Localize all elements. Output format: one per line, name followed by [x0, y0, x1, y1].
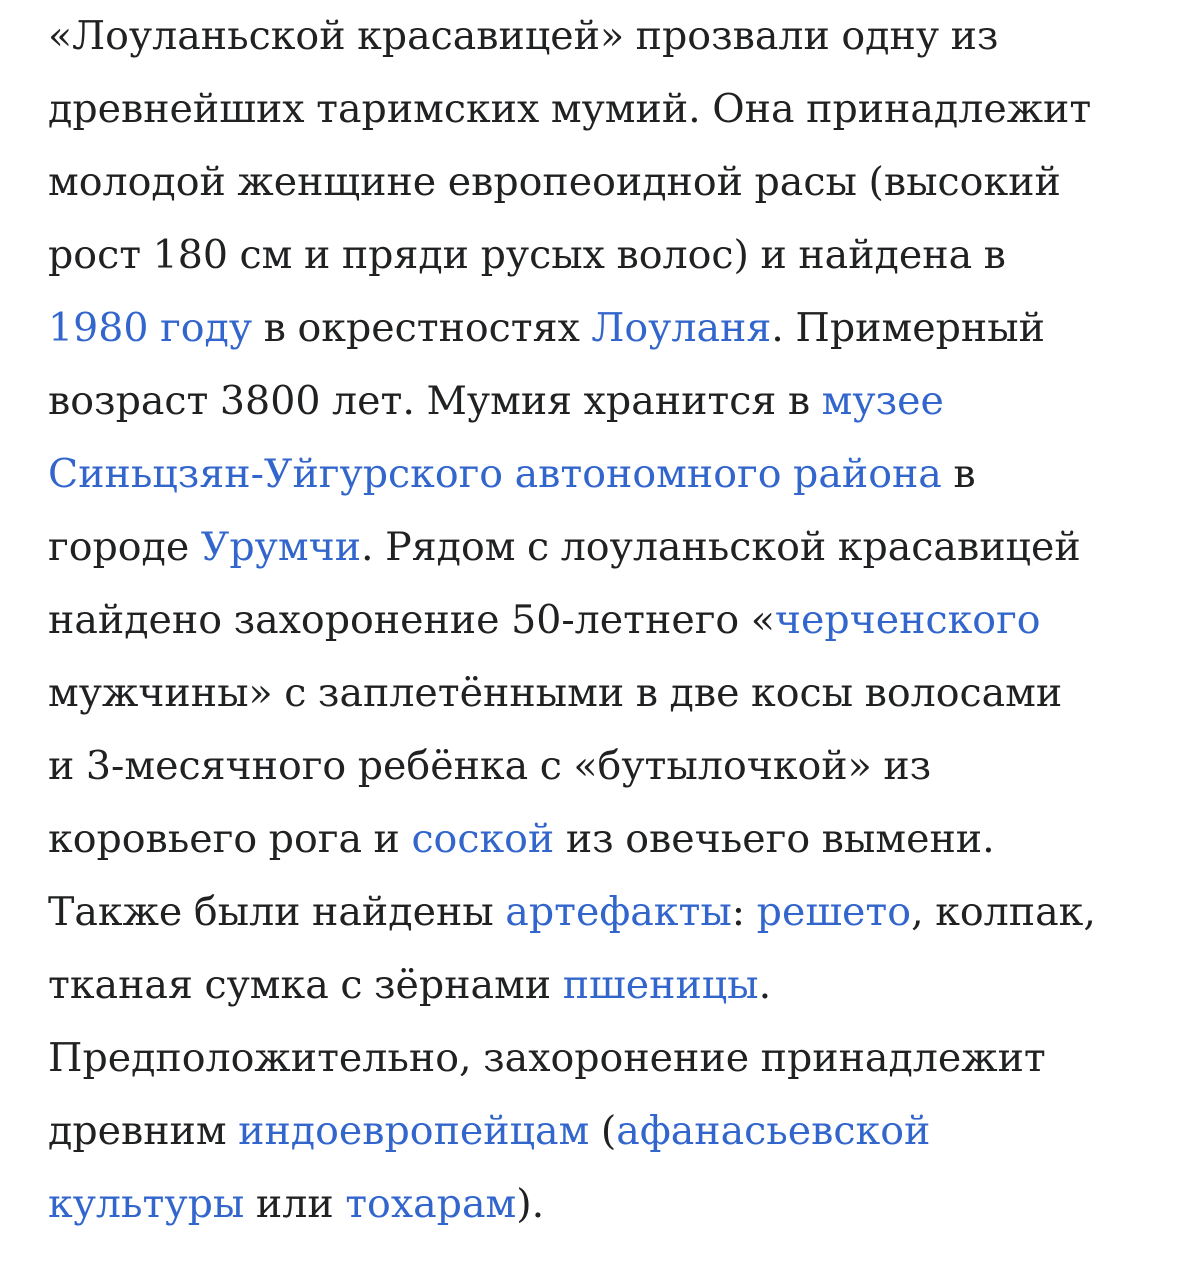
- paragraph-line: [48, 146, 1158, 219]
- article-paragraph: [48, 0, 1158, 1241]
- paragraph-line: [48, 292, 1158, 365]
- paragraph-line: [48, 584, 1158, 657]
- text-segment: Также были найдены: [48, 889, 506, 935]
- text-segment: или: [244, 1181, 346, 1227]
- text-segment: молодой женщине европеоидной расы (высокий: [48, 159, 1061, 205]
- text-segment: . Рядом с лоуланьской красавицей: [361, 524, 1081, 570]
- text-segment: , колпак,: [911, 889, 1096, 935]
- article-link[interactable]: Синьцзян-Уйгурского автономного района: [48, 451, 942, 497]
- paragraph-line: [48, 730, 1158, 803]
- paragraph-line: [48, 0, 1158, 73]
- article-link[interactable]: пшеницы: [562, 962, 759, 1008]
- text-segment: рост 180 см и пряди русых волос) и найдена в: [48, 232, 1006, 278]
- paragraph-line: [48, 657, 1158, 730]
- text-segment: . Примерный: [771, 305, 1045, 351]
- text-segment: «Лоуланьской красавицей» прозвали одну из: [48, 13, 999, 59]
- article-link[interactable]: 1980 году: [48, 305, 253, 351]
- paragraph-line: [48, 803, 1158, 876]
- text-segment: коровьего рога и: [48, 816, 412, 862]
- paragraph-line: [48, 438, 1158, 511]
- text-segment: :: [731, 889, 757, 935]
- paragraph-line: [48, 73, 1158, 146]
- text-segment: Предположительно, захоронение принадлежит: [48, 1035, 1046, 1081]
- text-segment: возраст 3800 лет. Мумия хранится в: [48, 378, 822, 424]
- article-link[interactable]: решето: [756, 889, 912, 935]
- text-segment: мужчины» с заплетёнными в две косы волосами: [48, 670, 1063, 716]
- article-link[interactable]: афанасьевской: [616, 1108, 931, 1154]
- text-segment: городе: [48, 524, 201, 570]
- text-segment: ).: [516, 1181, 545, 1227]
- paragraph-line: [48, 511, 1158, 584]
- article-link[interactable]: индоевропейцам: [238, 1108, 590, 1154]
- article-link[interactable]: артефакты: [505, 889, 732, 935]
- article-link[interactable]: черченского: [774, 597, 1041, 643]
- article-link[interactable]: тохарам: [345, 1181, 517, 1227]
- article-link[interactable]: музее: [821, 378, 944, 424]
- paragraph-line: [48, 949, 1158, 1022]
- text-segment: в: [941, 451, 976, 497]
- article-link[interactable]: Урумчи: [200, 524, 362, 570]
- text-segment: (: [589, 1108, 617, 1154]
- paragraph-line: [48, 1095, 1158, 1168]
- text-segment: найдено захоронение 50-летнего «: [48, 597, 775, 643]
- text-segment: из овечьего вымени.: [554, 816, 995, 862]
- paragraph-line: [48, 1022, 1158, 1095]
- text-segment: древним: [48, 1108, 239, 1154]
- text-segment: древнейших таримских мумий. Она принадлежит: [48, 86, 1092, 132]
- text-segment: .: [758, 962, 772, 1008]
- paragraph-line: [48, 365, 1158, 438]
- article-link[interactable]: соской: [411, 816, 555, 862]
- text-segment: тканая сумка с зёрнами: [48, 962, 563, 1008]
- article-link[interactable]: культуры: [48, 1181, 245, 1227]
- paragraph-line: [48, 219, 1158, 292]
- article-link[interactable]: Лоуланя: [591, 305, 772, 351]
- text-segment: в окрестностях: [252, 305, 592, 351]
- text-segment: и 3-месячного ребёнка с «бутылочкой» из: [48, 743, 932, 789]
- paragraph-line: [48, 1168, 1158, 1241]
- paragraph-line: [48, 876, 1158, 949]
